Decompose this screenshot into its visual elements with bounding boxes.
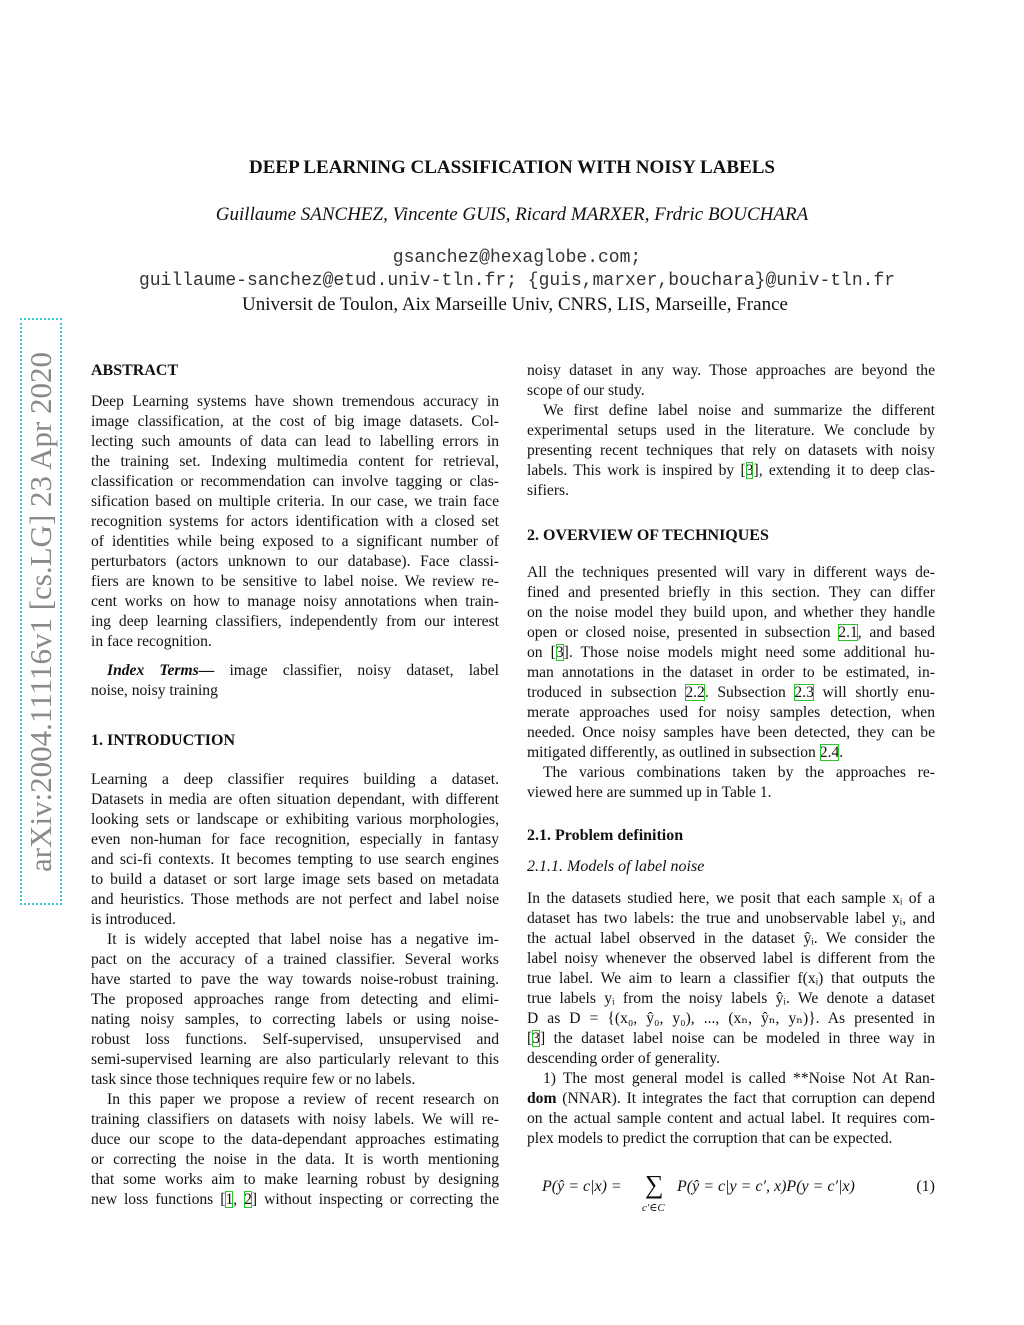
text-line: perturbators (actors unknown to our database). Face classi- (91, 553, 499, 570)
text-line: merate approaches used for noisy samples detection, when (527, 704, 935, 721)
text-line: 2.1.1. Models of label noise (527, 858, 705, 875)
text-line: ABSTRACT (91, 362, 179, 379)
text-line: ing deep learning classifiers, independently from our interest (91, 613, 499, 630)
text-line: the actual label observed in the dataset ŷᵢ. We consider the (527, 930, 935, 947)
text-line: open or closed noise, presented in subsection 2.1, and based (527, 624, 935, 641)
text-line: semi-supervised learning are also particularly relevant to this (91, 1051, 499, 1068)
citation-link[interactable]: 1 (225, 1191, 234, 1208)
section-heading (91, 731, 499, 751)
text-line: presenting recent techniques that rely on datasets with noisy (527, 442, 935, 459)
paragraph (527, 763, 935, 803)
arxiv-id: arXiv:2004.11116v1 [cs.LG] 23 Apr 2020 (23, 351, 58, 872)
text-line: plex models to predict the corruption that can be expected. (527, 1130, 893, 1147)
text-line: new loss functions [1, 2] without inspecting or correcting the (91, 1191, 500, 1208)
text-line: dataset has two labels: the true and unobservable label yᵢ, and (527, 910, 935, 927)
equation-1 (527, 1170, 935, 1218)
text-line: classification or recommendation can involve tagging or clas- (91, 473, 499, 490)
email-line-2: guillaume-sanchez@etud.univ-tln.fr; {guis,marxer,bouchara}@univ-tln.fr (138, 271, 896, 291)
text-line: cent works on how to manage noisy annotations when train- (91, 593, 499, 610)
text-line: In the datasets studied here, we posit that each sample xᵢ of a (527, 890, 935, 907)
text-line: on the noise model they build upon, and whether they handle (527, 604, 935, 621)
text-line: D as D = {(x₀, ŷ₀, y₀), ..., (xₙ, ŷₙ, yₙ)}. As presented in (527, 1010, 935, 1027)
text-line: and sci-fi contexts. It becomes tempting to use search engines (91, 851, 499, 868)
text-line: Datasets in media are often situation dependant, with different (91, 791, 499, 808)
text-line: the training set. Indexing multimedia content for retrieval, (91, 453, 499, 470)
text-line: fiers are known to be sensitive to label noise. We review re- (91, 573, 499, 590)
text-line: mitigated differently, as outlined in subsection 2.4. (527, 744, 844, 761)
text-line: and heuristics. Those methods are not perfect and label noise (91, 891, 499, 908)
text-line: In this paper we propose a review of recent research on (107, 1091, 499, 1108)
text-line: Deep Learning systems have shown tremendous accuracy in (91, 393, 499, 410)
summation-subscript: c′∈C (642, 1202, 665, 1214)
paragraph (91, 930, 499, 1090)
text-line: or correcting the noise in the data. It is worth mentioning (91, 1151, 499, 1168)
text-line: noise, noisy training (91, 682, 218, 699)
citation-link[interactable]: 2.1 (838, 624, 858, 641)
text-line: true labels yᵢ from the noisy labels ŷᵢ. We denote a dataset (527, 990, 935, 1007)
equation-rhs: P(ŷ = c|y = c′, x)P(y = c′|x) (677, 1178, 855, 1195)
text-line: pact on the accuracy of a trained classifier. Several works (91, 951, 499, 968)
paragraph (527, 889, 935, 1069)
text-line: nating noisy samples, to correcting labels or using noise- (91, 1011, 499, 1028)
text-line: experimental setups used in the literature. We conclude by (527, 422, 935, 439)
paragraph (527, 1069, 935, 1149)
text-line: image classification, at the cost of big image datasets. Col- (91, 413, 499, 430)
text-line: is introduced. (91, 911, 176, 928)
text-line: on [3]. Those noise models might need some additional hu- (527, 644, 935, 661)
text-line: dom (NNAR). It integrates the fact that corruption can depend (527, 1090, 935, 1107)
equation-lhs: P(ŷ = c|x) = (542, 1178, 622, 1195)
affiliation: Universit de Toulon, Aix Marseille Univ, CNRS, LIS, Marseille, France (242, 294, 788, 315)
text-line: labels. This work is inspired by [3], extending it to deep clas- (527, 462, 935, 479)
text-line: It is widely accepted that label noise has a negative im- (107, 931, 499, 948)
text-line: lecting such amounts of data can lead to labelling errors in (91, 433, 499, 450)
arxiv-stamp[interactable] (20, 318, 62, 905)
section-heading (527, 826, 935, 846)
section-heading (91, 361, 499, 381)
text-line: training classifiers on datasets with noisy labels. We will re- (91, 1111, 499, 1128)
text-line: scope of our study. (527, 382, 645, 399)
paragraph (91, 1090, 499, 1210)
paragraph (527, 401, 935, 501)
text-line: All the techniques presented will vary in different ways de- (527, 564, 935, 581)
citation-link[interactable]: 2 (244, 1191, 252, 1208)
text-line: looking sets or landscape or exhibiting various morphologies, (91, 811, 499, 828)
author-list: Guillaume SANCHEZ, Vincente GUIS, Ricard MARXER, Frdric BOUCHARA (215, 204, 809, 225)
text-line: viewed here are summed up in Table 1. (527, 784, 772, 801)
text-line: 1) The most general model is called **Noise Not At Ran- (543, 1070, 935, 1087)
index-terms (91, 661, 499, 701)
text-line: label noisy whenever the observed label is different from the (527, 950, 935, 967)
citation-link[interactable]: 2.4 (819, 744, 840, 761)
text-line: We first define label noise and summarize the different (543, 402, 935, 419)
paragraph (91, 392, 499, 652)
section-heading (527, 526, 935, 546)
paper-title: DEEP LEARNING CLASSIFICATION WITH NOISY LABELS (249, 157, 775, 178)
text-line: 2.1. Problem definition (527, 827, 684, 844)
text-line: 2. OVERVIEW OF TECHNIQUES (527, 527, 769, 544)
text-line: troduced in subsection 2.2. Subsection 2.3 will shortly enu- (527, 684, 935, 701)
email-line-1: gsanchez@hexaglobe.com; (392, 248, 642, 268)
text-line: to build a dataset or sort large image sets based on metadata (91, 871, 499, 888)
text-line: Learning a deep classifier requires building a dataset. (91, 771, 499, 788)
text-line: descending order of generality. (527, 1050, 720, 1067)
text-line: even non-human for face recognition, especially in fantasy (91, 831, 499, 848)
citation-link[interactable]: 3 (555, 644, 564, 661)
text-line: duce our scope to the data-dependant approaches estimating (91, 1131, 499, 1148)
text-line: 1. INTRODUCTION (91, 732, 236, 749)
text-line: have started to pave the way towards noise-robust training. (91, 971, 499, 988)
text-line: The proposed approaches range from detecting and elimi- (91, 991, 499, 1008)
paragraph (527, 361, 935, 401)
citation-link[interactable]: 3 (532, 1030, 540, 1047)
paragraph (91, 770, 499, 930)
citation-link[interactable]: 2.2 (685, 684, 705, 701)
section-heading (527, 857, 935, 877)
citation-link[interactable]: 2.3 (794, 684, 814, 701)
text-line: The various combinations taken by the approaches re- (543, 764, 935, 781)
summation-symbol: ∑ (645, 1170, 664, 1199)
text-line: sifiers. (527, 482, 570, 499)
text-line: Index Terms— image classifier, noisy dataset, label (107, 662, 499, 679)
text-line: robust loss functions. Self-supervised, unsupervised and (91, 1031, 499, 1048)
text-line: [3] the dataset label noise can be modeled in three way in (527, 1030, 935, 1047)
text-line: fined and presented briefly in this section. They can differ (527, 584, 935, 601)
text-line: needed. Once noisy samples have been detected, they can be (527, 724, 935, 741)
equation-number: (1) (916, 1178, 935, 1195)
text-line: that some works aim to make learning robust by designing (91, 1171, 499, 1188)
text-line: recognition systems for actors identification with a closed set (91, 513, 499, 530)
text-line: on the actual sample content and actual label. It requires com- (527, 1110, 935, 1127)
text-line: true label. We aim to learn a classifier f(xᵢ) that outputs the (527, 970, 935, 987)
text-line: man annotations in the dataset in order to be estimated, in- (527, 664, 935, 681)
text-line: in face recognition. (91, 633, 212, 650)
text-line: noisy dataset in any way. Those approaches are beyond the (527, 362, 935, 379)
text-line: task since those techniques require few or no labels. (91, 1071, 416, 1088)
text-line: of identities while being exposed to a significant number of (91, 533, 499, 550)
citation-link[interactable]: 3 (745, 462, 754, 479)
text-line: sification based on multiple criteria. In our case, we train face (91, 493, 499, 510)
paragraph (527, 563, 935, 763)
